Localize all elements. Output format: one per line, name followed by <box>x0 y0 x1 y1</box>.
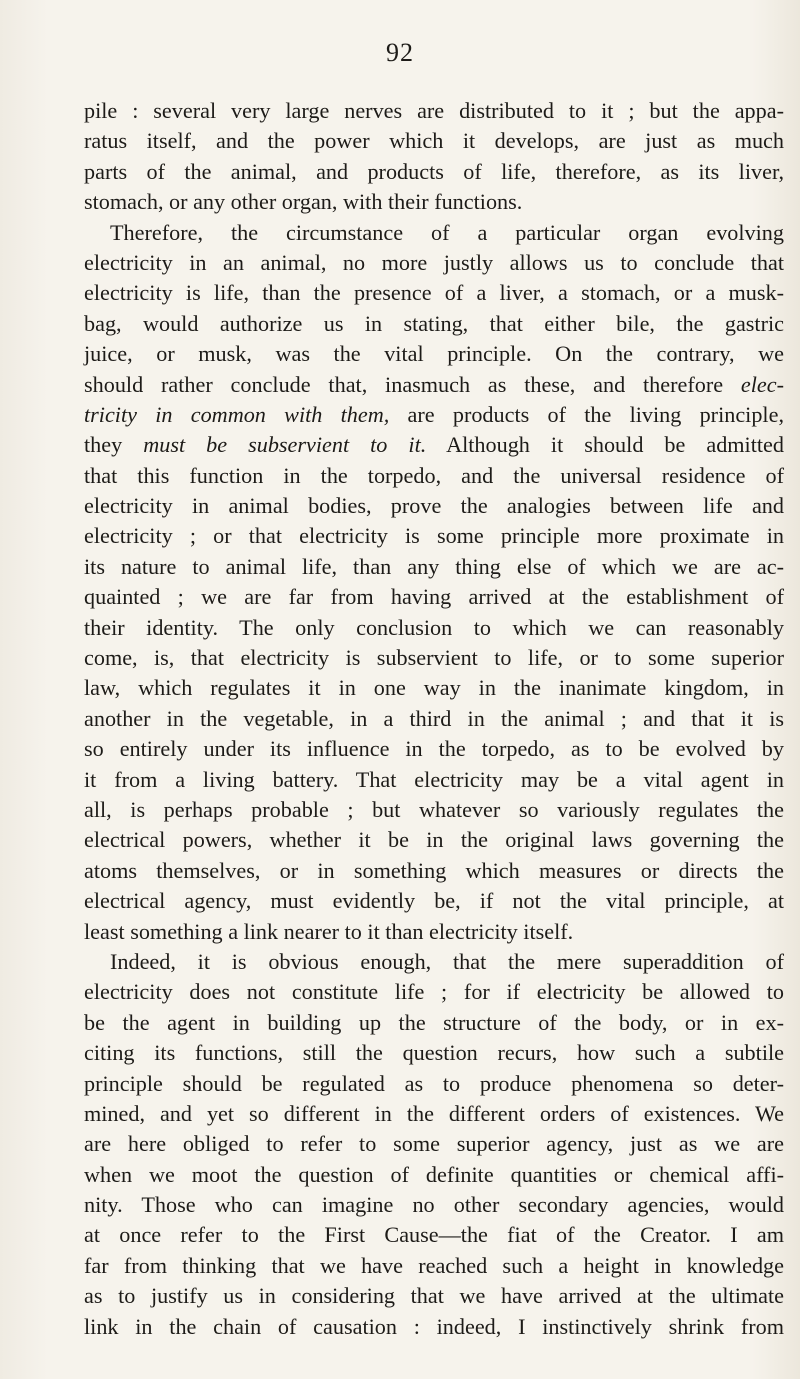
text-run: atoms themselves, or in something which measures or directs the <box>84 857 784 883</box>
text-run: stomach, or any other organ, with their functions. <box>84 189 523 215</box>
text-run: that this function in the torpedo, and the universal residence of <box>84 462 784 488</box>
text-run: Indeed, it is obvious enough, that the mere superaddition of <box>110 948 784 974</box>
text-line <box>84 552 784 582</box>
text-line <box>84 765 784 795</box>
text-line <box>84 643 784 673</box>
text-line <box>84 309 784 339</box>
text-run: its nature to animal life, than any thing else of which we are ac- <box>84 553 784 579</box>
text-line <box>84 1129 784 1159</box>
text-run: citing its functions, still the question recurs, how such a subtile <box>84 1040 784 1066</box>
text-run: are products of the living principle, <box>389 401 784 427</box>
text-run: are here obliged to refer to some superior agency, just as we are <box>84 1131 784 1157</box>
text-run: Therefore, the circumstance of a particular organ evolving <box>110 219 784 245</box>
text-line <box>84 126 784 156</box>
text-line <box>84 491 784 521</box>
text-run: electricity does not constitute life ; for if electricity be allowed to <box>84 979 784 1005</box>
italic-run: elec- <box>740 371 784 397</box>
text-run: far from thinking that we have reached such a height in knowledge <box>84 1252 784 1278</box>
text-line <box>84 734 784 764</box>
text-run: electricity is life, than the presence of a liver, a stomach, or a musk- <box>84 280 784 306</box>
text-line <box>84 1069 784 1099</box>
text-line <box>84 1251 784 1281</box>
text-line <box>84 96 784 126</box>
text-line <box>84 1099 784 1129</box>
text-line <box>84 795 784 825</box>
text-run: least something a link nearer to it than electricity itself. <box>84 918 574 944</box>
text-line <box>84 1038 784 1068</box>
text-run: electrical powers, whether it be in the original laws governing the <box>84 827 784 853</box>
text-run: mined, and yet so different in the different orders of existences. We <box>84 1100 784 1126</box>
text-line <box>84 157 784 187</box>
text-run: Although it should be admitted <box>426 432 784 458</box>
text-run: law, which regulates it in one way in the inanimate kingdom, in <box>84 675 784 701</box>
text-line <box>84 400 784 430</box>
text-run: when we moot the question of definite quantities or chemical affi- <box>84 1161 784 1187</box>
text-line <box>84 977 784 1007</box>
text-run: pile : several very large nerves are distributed to it ; but the appa- <box>84 98 784 123</box>
text-line <box>84 886 784 916</box>
body-text <box>84 96 784 1342</box>
text-run: come, is, that electricity is subservient to life, or to some superior <box>84 645 784 671</box>
italic-run: tricity in common with them, <box>84 401 390 427</box>
text-line <box>84 1160 784 1190</box>
text-run: it from a living battery. That electricity may be a vital agent in <box>84 766 784 792</box>
text-line <box>84 825 784 855</box>
text-run: quainted ; we are far from having arrived at the establishment of <box>84 584 784 610</box>
text-line <box>84 917 784 947</box>
text-line <box>84 278 784 308</box>
text-run: all, is perhaps probable ; but whatever so variously regulates the <box>84 796 784 822</box>
italic-run: must be subservient to it. <box>143 432 427 458</box>
text-line <box>84 582 784 612</box>
text-line <box>84 704 784 734</box>
text-line <box>84 521 784 551</box>
text-line <box>84 1312 784 1342</box>
text-run: electricity in animal bodies, prove the analogies between life and <box>84 493 784 519</box>
text-line <box>84 1008 784 1038</box>
text-run: electricity in an animal, no more justly allows us to conclude that <box>84 249 784 275</box>
page-number: 92 <box>386 38 414 67</box>
text-line <box>84 1220 784 1250</box>
text-run: be the agent in building up the structure of the body, or in ex- <box>84 1009 784 1035</box>
text-line <box>84 947 784 977</box>
text-line <box>84 673 784 703</box>
text-run: nity. Those who can imagine no other secondary agencies, would <box>84 1192 784 1218</box>
text-run: should rather conclude that, inasmuch as these, and therefore <box>84 371 741 397</box>
text-line <box>84 218 784 248</box>
text-run: so entirely under its influence in the torpedo, as to be evolved by <box>84 736 784 762</box>
text-line <box>84 461 784 491</box>
text-line <box>84 1281 784 1311</box>
text-run: parts of the animal, and products of life, therefore, as its liver, <box>84 158 784 184</box>
text-run: ratus itself, and the power which it develops, are just as much <box>84 128 784 154</box>
text-line <box>84 248 784 278</box>
text-run: electrical agency, must evidently be, if not the vital principle, at <box>84 888 784 914</box>
text-line <box>84 856 784 886</box>
text-line <box>84 339 784 369</box>
text-run: juice, or musk, was the vital principle. On the contrary, we <box>84 341 784 367</box>
text-run: another in the vegetable, in a third in the animal ; and that it is <box>84 705 784 731</box>
text-line <box>84 187 784 217</box>
text-line <box>84 1190 784 1220</box>
text-run: electricity ; or that electricity is some principle more proximate in <box>84 523 784 549</box>
text-line <box>84 613 784 643</box>
text-run: link in the chain of causation : indeed, I instinctively shrink from <box>84 1313 784 1339</box>
text-run: their identity. The only conclusion to which we can reasonably <box>84 614 784 640</box>
text-line <box>84 430 784 460</box>
text-run: at once refer to the First Cause—the fiat of the Creator. I am <box>84 1222 784 1248</box>
text-run: principle should be regulated as to produce phenomena so deter- <box>84 1070 784 1096</box>
text-line <box>84 370 784 400</box>
text-run: they <box>84 432 144 458</box>
text-run: as to justify us in considering that we have arrived at the ultimate <box>84 1283 784 1309</box>
text-run: bag, would authorize us in stating, that either bile, the gastric <box>84 310 784 336</box>
